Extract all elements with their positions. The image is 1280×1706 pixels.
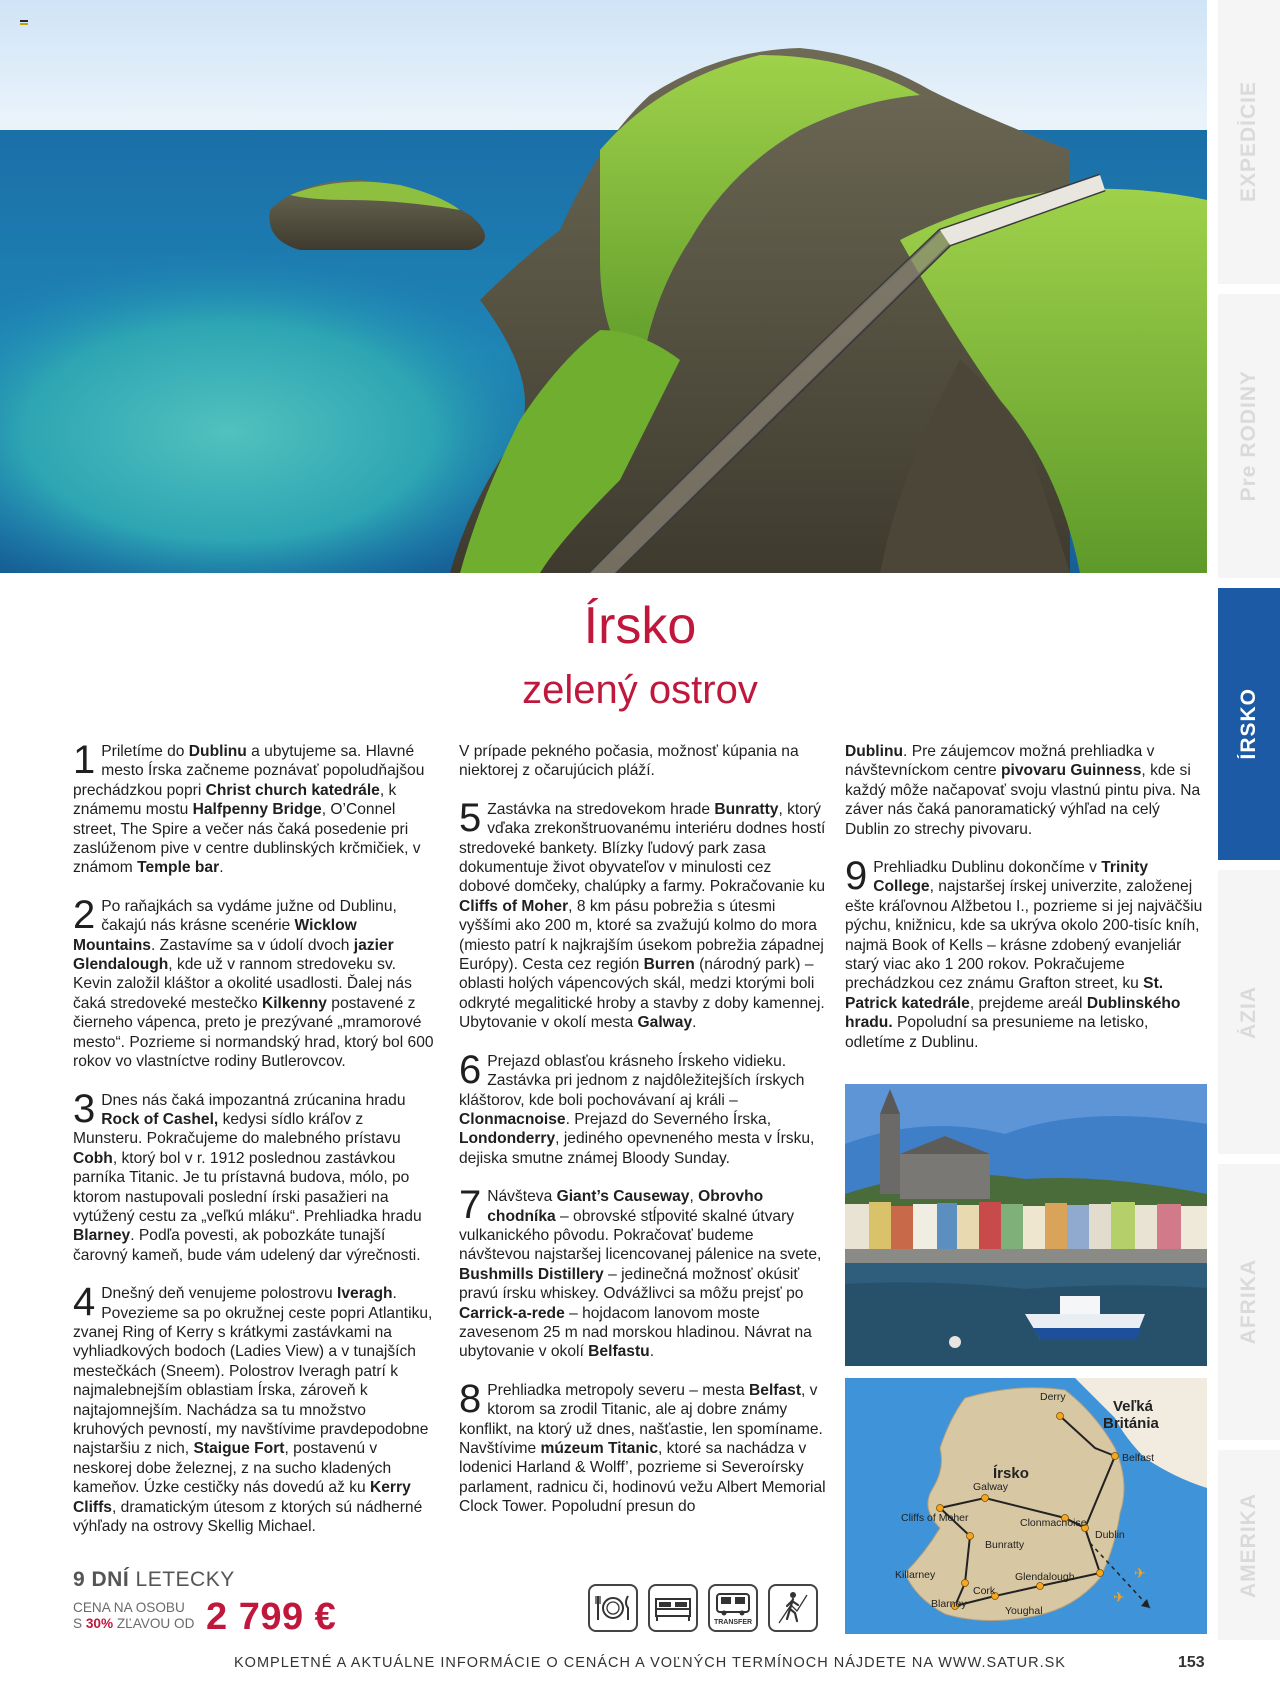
map-label-cork: Cork: [973, 1585, 996, 1597]
day-text: V prípade pekného počasia, možnosť kúpania na niektorej z očarujúcich pláží.: [459, 743, 799, 780]
day-number: 2: [73, 892, 96, 937]
day-number: 6: [459, 1047, 482, 1092]
tab-divider: [1218, 1154, 1280, 1164]
day-number: 9: [845, 854, 868, 899]
day-number: 1: [73, 738, 96, 782]
tab-label: EXPEDÍCIE: [1237, 81, 1260, 203]
tab-divider: [1218, 860, 1280, 870]
bed-icon: [648, 1584, 698, 1632]
map-label-clonmacnoise: Clonmacnoise: [1020, 1517, 1087, 1529]
itinerary-day-8-continued: [845, 742, 1205, 839]
price-amount: 2 799 €: [206, 1596, 337, 1638]
transfer-icon-label: TRANSFER: [713, 1619, 753, 1625]
itinerary-day-4-continued: [459, 742, 826, 781]
duration-transport: LETECKY: [129, 1568, 235, 1591]
day-text: Prehliadku Dublinu dokončíme v Trinity College, najstaršej írskej univerzite, založenej ešte kráľovnou Alžbetou I., pozrieme si jej najväčšiu pýchu, knižnicu, kde sa ukrýva okolo 200-tisíc kníh, najmä Book of Kells – krásne zdobený evanjeliár starý viac ako 1 200 rokov. Pokračujeme prechádzkou cez známu Grafton street, ku St. Patrick katedrále, prejdeme areál Dublinského hradu. Popoludní sa presunieme na letisko, odletíme z Dublinu.: [845, 859, 1203, 1051]
day-text: Dnes nás čaká impozantná zrúcanina hradu Rock of Cashel, kedysi sídlo kráľov z Munsteru. Pokračujeme do malebného prístavu Cobh, ktorý bol v r. 1912 poslednou zastávkou parníka Titanic. Je tu prístavná budova, mólo, po ktorom nastupovali poslední írski pasažieri na vytúžený cestu za „veľkú mláku“. Prehliadka hradu Blarney. Podľa povesti, ak pobozkáte tunajší čarovný kameň, bude vám udelený dar výrečnosti.: [73, 1091, 422, 1264]
itinerary-day-8: [459, 1376, 826, 1517]
page-subtitle: zelený ostrov: [522, 668, 758, 712]
day-text: Zastávka na stredovekom hrade Bunratty, ktorý vďaka zrekonštruovanému interiéru dodnes hostí stredoveké bankety. Blízky ľudový park zasa dokumentuje život obyvateľov v minulosti cez dobové domčeky, chalúpky a farmy. Pokračovanie ku Cliffs of Moher, 8 km pásu pobrežia s útesmi vyššími ako 200 m, ktoré sa zvažujú kolmo do mora (miesto patrí k najkrajším úsekom pobrežia západnej Európy). Cesta cez región Burren (národný park) – oblasti holých vápencových skál, medzi ktorými boli odkryté megalitické hroby a stavby z doby kamennej. Ubytovanie v okolí mesta Galway.: [459, 800, 826, 1032]
itinerary-day-4: [73, 1280, 435, 1536]
tab-label: ÁZIA: [1237, 985, 1260, 1039]
irsko-route-map: [845, 1378, 1207, 1634]
ireland-landmass: [905, 1388, 1124, 1621]
tab-label: Pre RODINY: [1237, 370, 1260, 502]
map-neighbor-label-1: Veľká: [1113, 1398, 1153, 1415]
itinerary-column-3: [845, 742, 1205, 1071]
map-label-killarney: Killarney: [895, 1569, 936, 1581]
itinerary-day-9: [845, 854, 1205, 1052]
day-text: Po raňajkách sa vydáme južne od Dublinu, čakajú nás krásne scenérie Wicklow Mountains. Zastavíme sa v údolí dvoch jazier Glendalough, kde už v rannom stredoveku sv. Kevin založil kláštor a okolité usadlosti. Ďalej nás čaká stredoveké mestečko Kilkenny postavené z čierneho vápenca, preto je prezývané „mramorové mesto“. Pozrieme si normandský hrad, ktorý bol 600 rokov vo vlastníctve rodiny Butlerovcov.: [73, 897, 434, 1071]
meal-icon: [588, 1584, 638, 1632]
day-number: 8: [459, 1376, 482, 1421]
itinerary-day-1: [73, 738, 435, 878]
map-label-dublin: Dublin: [1095, 1529, 1125, 1541]
price-label-rest: ZĽAVOU OD: [113, 1616, 195, 1631]
tab-amerika[interactable]: [1218, 1450, 1280, 1640]
page-title: Írsko: [583, 597, 697, 655]
map-label-bunratty: Bunratty: [985, 1539, 1025, 1551]
tab-divider: [1218, 1440, 1280, 1450]
itinerary-column-2: [459, 742, 826, 1536]
day-text: Prehliadka metropoly severu – mesta Belfast, v ktorom sa zrodil Titanic, ale aj dobre známy konflikt, na ktorý už dnes, našťastie, len spomíname. Navštívime múzeum Titanic, ktoré sa nachádza v lodenici Harland & Wolff’, pozrieme si Severoírsky parlament, radnicu či, hodinovú vežu Albert Memorial Clock Tower. Popoludní presun do: [459, 1381, 826, 1516]
plane-icon: ✈: [1134, 1566, 1146, 1582]
map-label-youghal: Youghal: [1005, 1605, 1043, 1617]
plane-icon: ✈: [1113, 1590, 1125, 1606]
day-text: Návšteva Giant’s Causeway, Obrovho chodníka – obrovské stĺpovité skalné útvary vulkanického pôvodu. Pokračovať budeme návštevou najstaršej licencovanej pálenice na svete, Bushmills Distillery – jedinečná možnosť okúsiť pravú írsku whiskey. Odvážlivci sa môžu prejsť po Carrick-a-rede – hojdacom lanovom moste zavesenom 25 m nad morskou hladinou. Návrat na ubytovanie v okolí Belfastu.: [459, 1188, 822, 1361]
price-label-line-2: [73, 1616, 194, 1632]
map-label-derry: Derry: [1040, 1391, 1066, 1403]
tab-expedicie[interactable]: [1218, 0, 1280, 284]
tab-irsko[interactable]: [1218, 588, 1280, 860]
day-number: 4: [73, 1280, 96, 1325]
itinerary-day-2: [73, 892, 435, 1072]
hiking-icon: [768, 1584, 818, 1632]
hero-photo-art: [0, 0, 1207, 573]
tab-pre-rodiny[interactable]: [1218, 294, 1280, 578]
price-label: [73, 1600, 194, 1632]
footer-info: KOMPLETNÉ A AKTUÁLNE INFORMÁCIE O CENÁCH A VOĽNÝCH TERMÍNOCH NÁJDETE NA WWW.SATUR.SK: [234, 1655, 1066, 1671]
map-neighbor-label-2: Británia: [1103, 1415, 1159, 1432]
itinerary-column-1: [73, 738, 435, 1555]
day-text: Prejazd oblasťou krásneho Írskeho vidieku. Zastávka pri jednom z najdôležitejších írskych kláštorov, kde boli pochovávaní aj králi – Clonmacnoise. Prejazd do Severného Írska, Londonderry, jediného opevneného mesta v Írsku, dejiska smutne známej Bloody Sunday.: [459, 1052, 815, 1167]
duration-days: 9 DNÍ: [73, 1568, 130, 1591]
itinerary-day-3: [73, 1086, 435, 1266]
page-number: 153: [1178, 1654, 1205, 1671]
hero-photo-carrick-a-rede: [0, 0, 1207, 573]
day-number: 3: [73, 1086, 96, 1131]
price-label-s: S: [73, 1616, 86, 1631]
map-country-label: Írsko: [993, 1465, 1029, 1482]
cobh-harbour-photo: [845, 1084, 1207, 1366]
itinerary-day-7: [459, 1183, 826, 1362]
itinerary-day-6: [459, 1047, 826, 1168]
tab-label: ÍRSKO: [1237, 688, 1260, 760]
day-text: Dnešný deň venujeme polostrovu Iveragh. Povezieme sa po okružnej ceste popri Atlantiku, zvanej Ring of Kerry s krátkymi zastávkami na vyhliadkových bodoch (Ladies View) a v tunajších mestečkách (Sneem). Polostrov Iveragh patrí k najmalebnejším oblastiam Írska, zároveň k najtajomnejším. Nachádza sa tu množstvo kruhových pevností, my navštívime pravdepodobne najstaršiu z nich, Staigue Fort, postavenú v neskorej dobe železnej, z na sucho kladených kameňov. Úzke cestičky nás dovedú až ku Kerry Cliffs, dramatickým útesom z ktorých sú nádherné výhľady na ostrovy Skellig Michael.: [73, 1285, 433, 1536]
trip-duration: [73, 1568, 235, 1592]
tab-label: AMERIKA: [1237, 1492, 1260, 1598]
corner-flag-mark: [20, 20, 28, 28]
map-label-galway: Galway: [973, 1481, 1009, 1493]
map-label-cliffs-of-moher: Cliffs of Moher: [901, 1512, 969, 1524]
day-number: 5: [459, 795, 482, 840]
day-text: Priletíme do Dublinu a ubytujeme sa. Hlavné mesto Írska začneme poznávať popoludňajšou prechádzkou popri Christ church katedrále, k známemu mostu Halfpenny Bridge, O’Connel street, The Spire a večer nás čaká posedenie pri zaslúženom pive v centre dublinských krčmičiek, v známom Temple bar.: [73, 743, 425, 877]
tab-divider: [1218, 578, 1280, 588]
cobh-photo-art: [845, 1084, 1207, 1366]
service-icons: [588, 1584, 818, 1632]
tab-label: AFRIKA: [1237, 1259, 1260, 1345]
route-map-art: [845, 1378, 1207, 1634]
tab-azia[interactable]: [1218, 870, 1280, 1154]
price-label-line-1: CENA NA OSOBU: [73, 1600, 185, 1615]
map-label-belfast: Belfast: [1122, 1452, 1155, 1464]
map-label-glendalough: Glendalough: [1015, 1571, 1075, 1583]
day-text: Dublinu. Pre záujemcov možná prehliadka v návštevníckom centre pivovaru Guinness, kde si každý môže načapovať svoju vlastnú pintu piva. Na záver nás čaká panoramatický výhľad na celý Dublin zo strechy pivovaru.: [845, 743, 1201, 838]
bus-transfer-icon: [708, 1584, 758, 1632]
price-discount: 30%: [85, 1616, 114, 1631]
map-label-blarney: Blarney: [931, 1598, 967, 1610]
day-number: 7: [459, 1183, 482, 1228]
tab-afrika[interactable]: [1218, 1164, 1280, 1440]
itinerary-day-5: [459, 795, 826, 1033]
tab-divider: [1218, 284, 1280, 294]
